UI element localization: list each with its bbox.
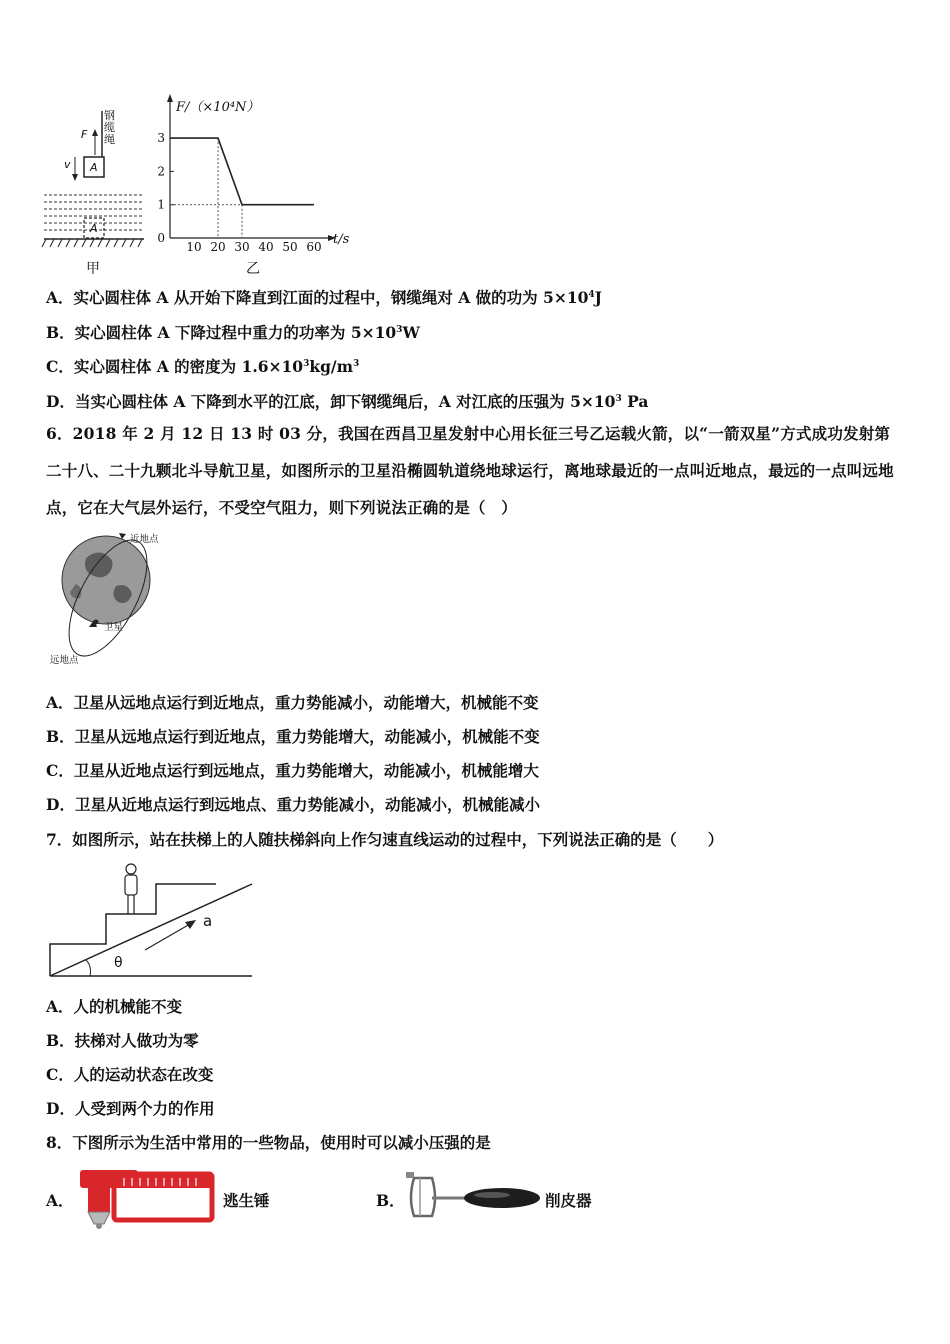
crane-diagram [40, 105, 152, 275]
x-tick-label: 60 [306, 240, 322, 252]
block-label-submerged: A [90, 222, 98, 235]
x-axis-label: t/s [333, 232, 350, 247]
angle-label: θ [114, 955, 123, 971]
figure-caption-jia: 甲 [86, 261, 100, 277]
q7-option-b: B．扶梯对人做功为零 [46, 1031, 199, 1050]
apogee-label: 远地点 [50, 655, 79, 666]
q7-option-c: C．人的运动状态在改变 [46, 1065, 214, 1084]
q5-option-d: D．当实心圆柱体 A 下降到水平的江底，卸下钢缆绳后，A 对江底的压强为 $5\times 10^3$ Pa [46, 392, 649, 411]
satellite-orbit-diagram [46, 528, 176, 668]
q5-option-b: B．实心圆柱体 A 下降过程中重力的功率为 $5\times 10^3W$ [46, 323, 420, 342]
acceleration-label: a [203, 912, 213, 930]
block-label: A [90, 161, 98, 174]
force-series-line [170, 138, 314, 205]
q7-option-a: A．人的机械能不变 [46, 997, 183, 1016]
rope-label: 钢缆绳 [104, 109, 115, 146]
q7-option-d: D．人受到两个力的作用 [46, 1099, 215, 1118]
q8-stem: 8．下图所示为生活中常用的一些物品，使用时可以减小压强的是 [46, 1133, 491, 1152]
force-label: F [81, 128, 88, 141]
q5-option-a: A．实心圆柱体 A 从开始下降直到江面的过程中，钢缆绳对 A 做的功为 $5\times 10^4J$ [46, 288, 603, 307]
y-tick-label: 1 [157, 197, 165, 212]
q6-stem: 6．2018 年 2 月 12 日 13 时 03 分，我国在西昌卫星发射中心用长征三号乙运载火箭，以“一箭双星”方式成功发射第二十八、二十九颗北斗导航卫星，如图所示的卫星沿椭圆轨道绕地球运行，离地球最近的一点叫近地点，最远的一点叫远地点，它在大气层外运行，不受空气阻力，则下列说法正确的是（ ） [46, 424, 894, 517]
escalator-diagram [46, 858, 256, 980]
x-tick-label: 30 [234, 240, 250, 252]
q8-option-a-label: 逃生锤 [223, 1191, 270, 1210]
q6-option-b: B．卫星从远地点运行到近地点，重力势能增大，动能减小，机械能不变 [46, 727, 540, 746]
perigee-label: 近地点 [130, 534, 159, 545]
y-tick-label: 0 [157, 231, 165, 245]
q6-option-d: D．卫星从近地点运行到远地点、重力势能减小，动能减小，机械能减小 [46, 795, 540, 814]
satellite-label: 卫星 [104, 622, 124, 633]
q8-option-b-letter: B． [376, 1191, 405, 1210]
y-axis-label: F/（×10⁴N） [176, 100, 260, 115]
figure-caption-yi: 乙 [246, 261, 260, 277]
x-tick-label: 10 [186, 240, 202, 252]
q7-stem: 7．如图所示，站在扶梯上的人随扶梯斜向上作匀速直线运动的过程中，下列说法正确的是（ ） [46, 830, 724, 849]
x-tick-label: 40 [258, 240, 274, 252]
y-tick-label: 3 [157, 131, 165, 146]
y-tick-label: 2 [157, 164, 165, 179]
q8-option-a-letter: A． [46, 1191, 74, 1210]
q5-option-c: C．实心圆柱体 A 的密度为 $1.6\times 10^3kg/m^3$ [46, 357, 360, 376]
x-tick-label: 20 [210, 240, 226, 252]
escape-hammer-icon [74, 1166, 216, 1230]
peeler-icon [402, 1168, 542, 1230]
q8-option-b-label: 削皮器 [545, 1191, 592, 1210]
q6-option-a: A．卫星从远地点运行到近地点，重力势能减小，动能增大，机械能不变 [46, 693, 539, 712]
velocity-label: v [64, 158, 71, 171]
x-tick-label: 50 [282, 240, 298, 252]
q6-option-c: C．卫星从近地点运行到远地点，重力势能增大，动能减小，机械能增大 [46, 761, 539, 780]
force-time-chart [150, 92, 365, 252]
